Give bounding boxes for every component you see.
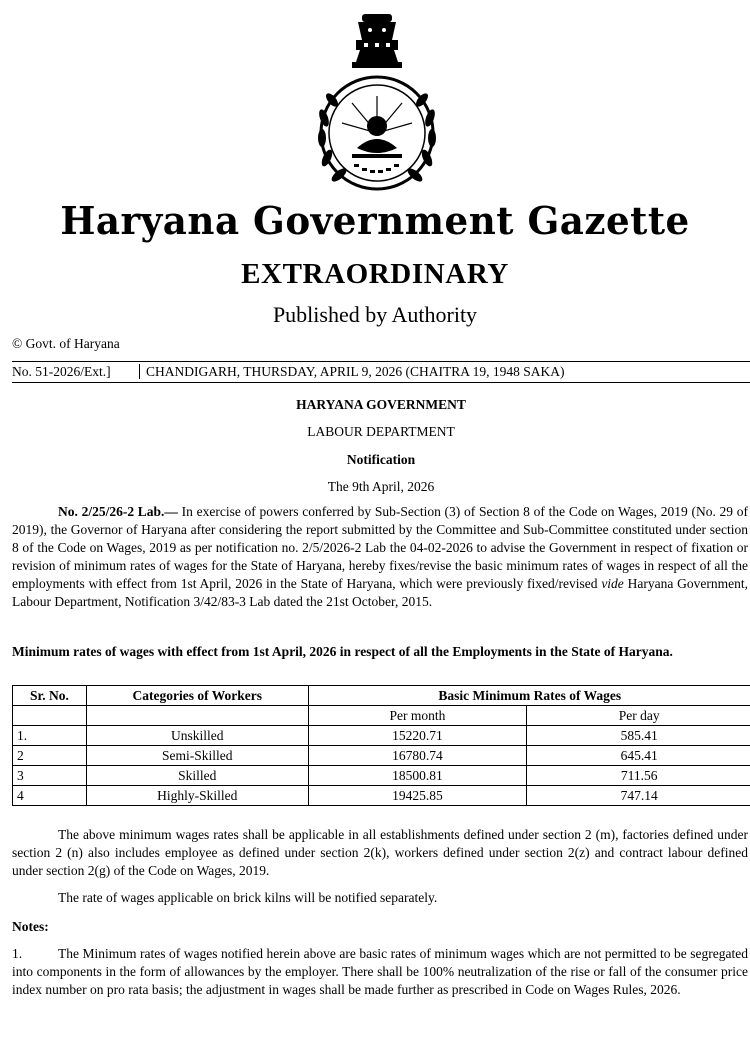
header-per-month: Per month (308, 706, 527, 726)
header-rates: Basic Minimum Rates of Wages (308, 686, 750, 706)
header-rule-top (12, 361, 750, 362)
notification-heading: Notification (346, 452, 416, 467)
row-category: Unskilled (86, 726, 308, 746)
header-rule-bottom (12, 382, 750, 383)
government-heading: HARYANA GOVERNMENT (296, 397, 466, 412)
row-sr: 4 (13, 786, 87, 806)
dateline: CHANDIGARH, THURSDAY, APRIL 9, 2026 (CHAITRA 19, 1948 SAKA) (146, 364, 565, 379)
row-category: Highly-Skilled (86, 786, 308, 806)
header-category: Categories of Workers (86, 686, 308, 706)
minimum-wages-table (12, 685, 750, 806)
note-1-number: 1. (12, 946, 23, 961)
row-category: Skilled (86, 766, 308, 786)
row-sr: 3 (13, 766, 87, 786)
table-row (13, 726, 750, 746)
reference-number: No. 2/25/26-2 Lab.— (58, 504, 178, 519)
gazette-title: Haryana Government Gazette (60, 198, 690, 243)
table-row (13, 746, 750, 766)
row-per-day: 711.56 (527, 766, 750, 786)
row-sr: 2 (13, 746, 87, 766)
row-per-day: 645.41 (527, 746, 750, 766)
brick-kilns-paragraph (12, 889, 748, 907)
paragraph-text: In exercise of powers conferred by Sub-Section (3) of Section 8 of the Code on Wages, 2019 (No. 29 of 2019), the Governor of Haryana after considering the report submitted by the Committee and Sub-Committee constituted under section 8 of the Code on Wages, 2019 as per notification no. 2/5/2026-2 Lab the 04-02-2026 to advise the Government in respect of fixation or revision of minimum rates of wages for the State of Haryana, hereby fixes/revise the basic minimum rates of wages in respect of all the employments with effect from 1st April, 2026 in the State of Haryana, which were previously fixed/revised (12, 504, 748, 591)
notification-date: The 9th April, 2026 (327, 479, 435, 494)
table-row (13, 766, 750, 786)
issue-separator (139, 364, 140, 379)
vide-text: vide (601, 576, 624, 591)
table-heading: Minimum rates of wages with effect from 1st April, 2026 in respect of all the Employments in the State of Haryana. (12, 644, 673, 659)
copyright-notice: © Govt. of Haryana (12, 336, 120, 351)
row-per-month: 16780.74 (308, 746, 527, 766)
row-per-month: 19425.85 (308, 786, 527, 806)
row-category: Semi-Skilled (86, 746, 308, 766)
row-per-day: 585.41 (527, 726, 750, 746)
applicability-paragraph (12, 826, 748, 880)
table-header-row (13, 686, 750, 706)
published-by-authority: Published by Authority (272, 302, 478, 327)
gazette-subtitle: EXTRAORDINARY (241, 258, 509, 290)
issue-line (12, 364, 750, 380)
table-row (13, 786, 750, 806)
notification-paragraph (12, 503, 748, 611)
haryana-state-emblem-icon (312, 8, 442, 193)
applicability-text: The above minimum wages rates shall be applicable in all establishments defined under section 2 (m), factories defined under section 2 (n) also includes employee as defined under section 2(k), workers defined under section 2(z) and contract labour defined under section 2(g) of the Code on Wages, 2019. (12, 827, 748, 878)
note-1-text: The Minimum rates of wages notified herein above are basic rates of minimum wages which are not permitted to be segregated into components in the form of allowances by the employer. There shall be 100% neutralization of the rise or fall of the consumer price index number on pro rata basis; the adjustment in wages shall be made further as prescribed in Code on Wages Rules, 2026. (12, 946, 748, 997)
paragraph-text-end: Haryana Government, Labour Department, Notification 3/42/83-3 Lab dated the 21st October, 2015. (12, 576, 749, 609)
brick-kilns-text: The rate of wages applicable on brick kilns will be notified separately. (58, 890, 438, 905)
issue-number: No. 51-2026/Ext.] (12, 364, 111, 379)
row-per-day: 747.14 (527, 786, 750, 806)
department-heading: LABOUR DEPARTMENT (307, 424, 455, 439)
row-per-month: 18500.81 (308, 766, 527, 786)
table-subheader-row (13, 706, 750, 726)
row-sr: 1. (13, 726, 87, 746)
header-per-day: Per day (527, 706, 750, 726)
notes-heading: Notes: (12, 919, 49, 934)
row-per-month: 15220.71 (308, 726, 527, 746)
header-sr-no: Sr. No. (13, 686, 87, 706)
note-1 (12, 945, 748, 999)
